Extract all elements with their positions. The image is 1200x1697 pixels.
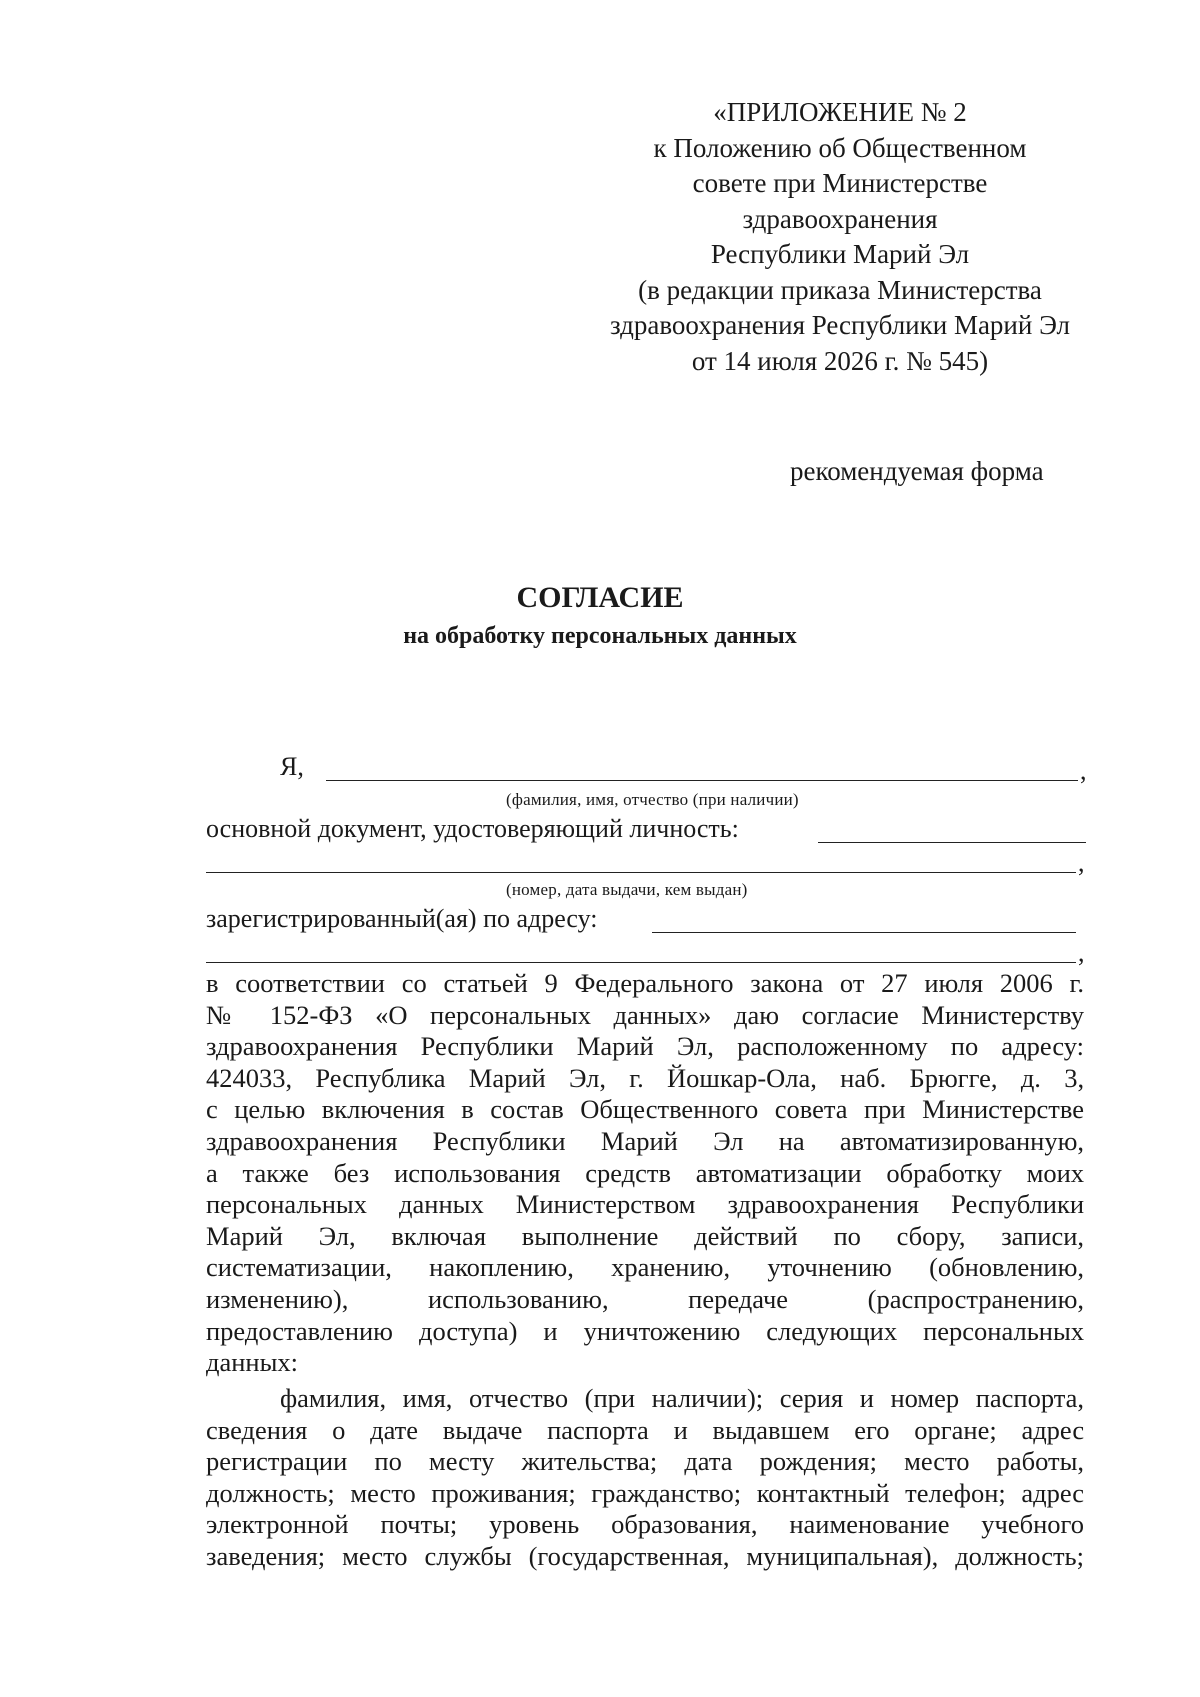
paragraph-line: здравоохранения Республики Марий Эл на автоматизированную,	[206, 1125, 1085, 1156]
document-label: основной документ, удостоверяющий личность:	[206, 814, 739, 843]
address-label: зарегистрированный(ая) по адресу:	[206, 904, 598, 933]
document-comma: ,	[1078, 848, 1085, 877]
paragraph-line: здравоохранения Республики Марий Эл, расположенному по адресу:	[206, 1031, 1085, 1062]
personal-data-list-paragraph	[206, 1383, 1084, 1573]
full-name-input-line[interactable]	[326, 780, 1078, 781]
address-input-line-2[interactable]	[206, 962, 1076, 963]
paragraph-line: с целью включения в состав Общественного совета при Министерстве	[206, 1094, 1084, 1125]
paragraph-line: электронной почты; уровень образования, наименование учебного	[206, 1509, 1084, 1540]
paragraph-line: должность; место проживания; гражданство; контактный телефон; адрес	[206, 1477, 1085, 1508]
appendix-line: к Положению об Общественном	[653, 132, 1027, 163]
paragraph-line: в соответствии со статьей 9 Федерального закона от 27 июля 2006 г.	[206, 968, 1085, 998]
address-input-line[interactable]	[652, 932, 1076, 933]
paragraph-line: сведения о дате выдаче паспорта и выдавшем его органе; адрес	[206, 1414, 1085, 1445]
appendix-line: (в редакции приказа Министерства	[638, 274, 1042, 305]
appendix-line: Республики Марий Эл	[710, 239, 970, 269]
paragraph-line: заведения; место службы (государственная, муниципальная), должность;	[206, 1540, 1084, 1571]
appendix-line: здравоохранения Республики Марий Эл	[609, 310, 1071, 340]
id-document-hint: (номер, дата выдачи, кем выдан)	[506, 880, 748, 899]
consent-paragraph	[206, 968, 1084, 1379]
paragraph-line: а также без использования средств автоматизации обработку моих	[206, 1157, 1085, 1188]
paragraph-line: Марий Эл, включая выполнение действий по сбору, записи,	[206, 1220, 1085, 1251]
paragraph-line: № 152-ФЗ «О персональных данных» даю согласие Министерству	[206, 999, 1085, 1030]
i-comma: ,	[1080, 756, 1087, 785]
recommended-form-note: рекомендуемая форма	[790, 456, 1044, 486]
paragraph-line: данных:	[206, 1347, 299, 1378]
appendix-line: совете при Министерстве	[692, 168, 988, 198]
paragraph-line: систематизации, накоплению, хранению, уточнению (обновлению,	[206, 1252, 1084, 1283]
i-label: Я,	[280, 752, 304, 781]
paragraph-line: предоставлению доступа) и уничтожению следующих персональных	[206, 1315, 1085, 1346]
appendix-line: от 14 июля 2026 г. № 545)	[691, 345, 989, 376]
paragraph-line: регистрации по месту жительства; дата рождения; место работы,	[206, 1446, 1084, 1477]
id-document-input-line[interactable]	[818, 842, 1086, 843]
document-title	[0, 580, 1200, 652]
paragraph-line: 424033, Республика Марий Эл, г. Йошкар-Ола, наб. Брюгге, д. 3,	[206, 1062, 1085, 1093]
title-sub: на обработку персональных данных	[403, 623, 797, 649]
full-name-hint: (фамилия, имя, отчество (при наличии)	[506, 790, 799, 809]
appendix-header	[600, 95, 1080, 379]
paragraph-line: фамилия, имя, отчество (при наличии); серия и номер паспорта,	[280, 1383, 1085, 1413]
appendix-line: «ПРИЛОЖЕНИЕ № 2	[713, 97, 967, 127]
paragraph-line: персональных данных Министерством здравоохранения Республики	[206, 1189, 1085, 1220]
address-comma: ,	[1078, 938, 1085, 967]
id-document-input-line-2[interactable]	[206, 872, 1076, 873]
title-main: СОГЛАСИЕ	[516, 581, 684, 614]
appendix-line: здравоохранения	[742, 203, 938, 234]
paragraph-line: изменению), использованию, передаче (распространению,	[206, 1283, 1085, 1314]
